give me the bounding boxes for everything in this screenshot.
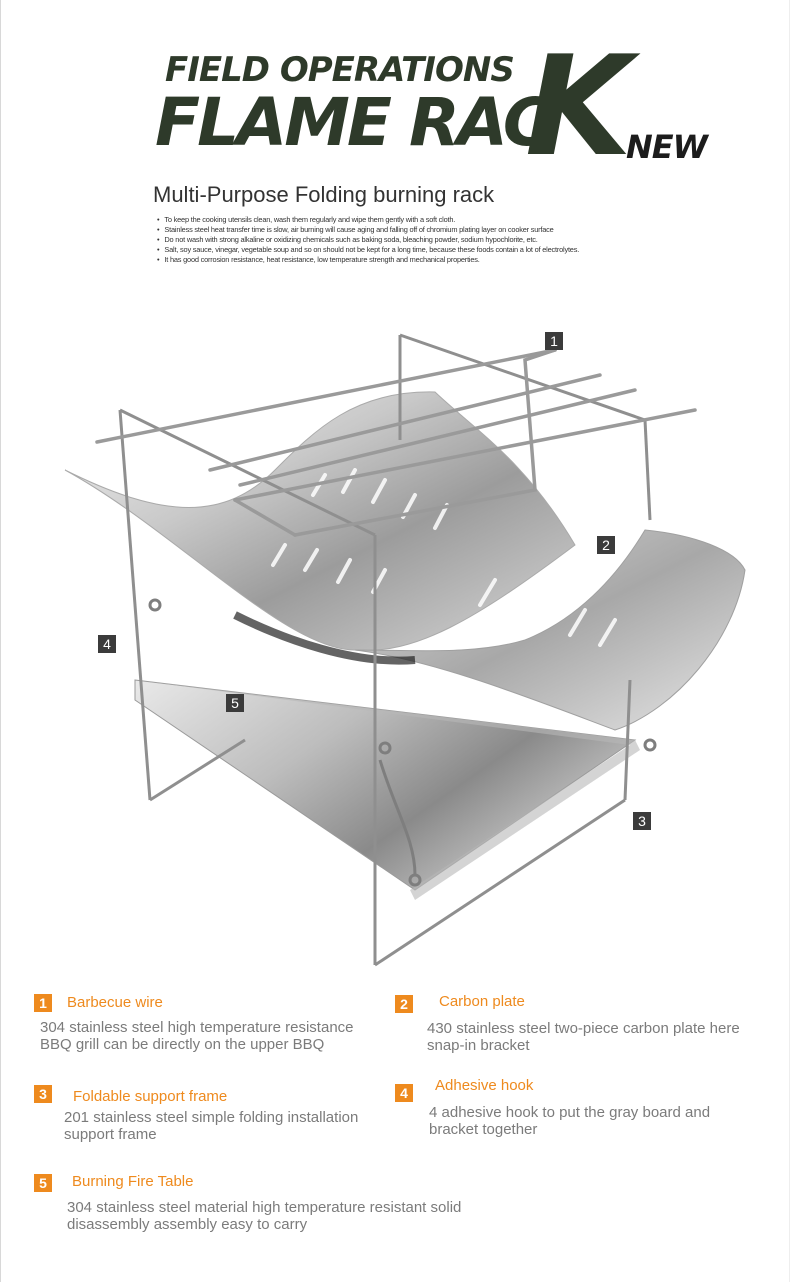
feature-number: 3 [34, 1085, 52, 1103]
callout-2: 2 [597, 536, 615, 554]
product-subtitle: Multi-Purpose Folding burning rack [153, 182, 495, 207]
feature-number: 4 [395, 1084, 413, 1102]
callout-3: 3 [633, 812, 651, 830]
feature-title: Carbon plate [439, 993, 525, 1010]
care-note: • Stainless steel heat transfer time is slow, air burning will cause aging and falling off of chromium plating layer on cooker surface [157, 225, 677, 235]
feature-description: 430 stainless steel two-piece carbon plate here snap-in bracket [427, 1020, 740, 1054]
product-image [55, 320, 765, 980]
feature-title: Foldable support frame [73, 1088, 228, 1105]
care-notes-list [157, 215, 677, 265]
feature-description: 4 adhesive hook to put the gray board and bracket together [429, 1104, 711, 1138]
care-note: • Do not wash with strong alkaline or oxidizing chemicals such as baking soda, bleaching powder, sodium hypochlorite, etc. [157, 235, 677, 245]
feature-number: 5 [34, 1174, 52, 1192]
feature-title: Barbecue wire [67, 994, 163, 1011]
care-note: • It has good corrosion resistance, heat resistance, low temperature strength and mechanical properties. [157, 255, 677, 265]
feature-title: Adhesive hook [435, 1077, 534, 1094]
brand-line-2: FLAME RAC [155, 84, 549, 161]
feature-description: 304 stainless steel high temperature resistance BBQ grill can be directly on the upper BBQ [40, 1019, 354, 1053]
feature-number: 1 [34, 994, 52, 1012]
care-note: • To keep the cooking utensils clean, wash them regularly and wipe them gently with a soft cloth. [157, 215, 677, 225]
carbon-plate-left [65, 392, 575, 651]
feature-description: 201 stainless steel simple folding installation support frame [64, 1109, 359, 1143]
feature-description: 304 stainless steel material high temperature resistant solid disassembly assembly easy to carry [67, 1199, 462, 1233]
brand-line-1: FIELD OPERATIONS [165, 50, 514, 90]
care-note: • Salt, soy sauce, vinegar, vegetable soup and so on should not be kept for a long time, because these foods contain a lot of electrolytes. [157, 245, 677, 255]
callout-1: 1 [545, 332, 563, 350]
callout-4: 4 [98, 635, 116, 653]
feature-number: 2 [395, 995, 413, 1013]
brand-letter-k: K [525, 26, 632, 187]
new-badge: NEW [626, 128, 707, 166]
feature-title: Burning Fire Table [72, 1173, 194, 1190]
callout-5: 5 [226, 694, 244, 712]
